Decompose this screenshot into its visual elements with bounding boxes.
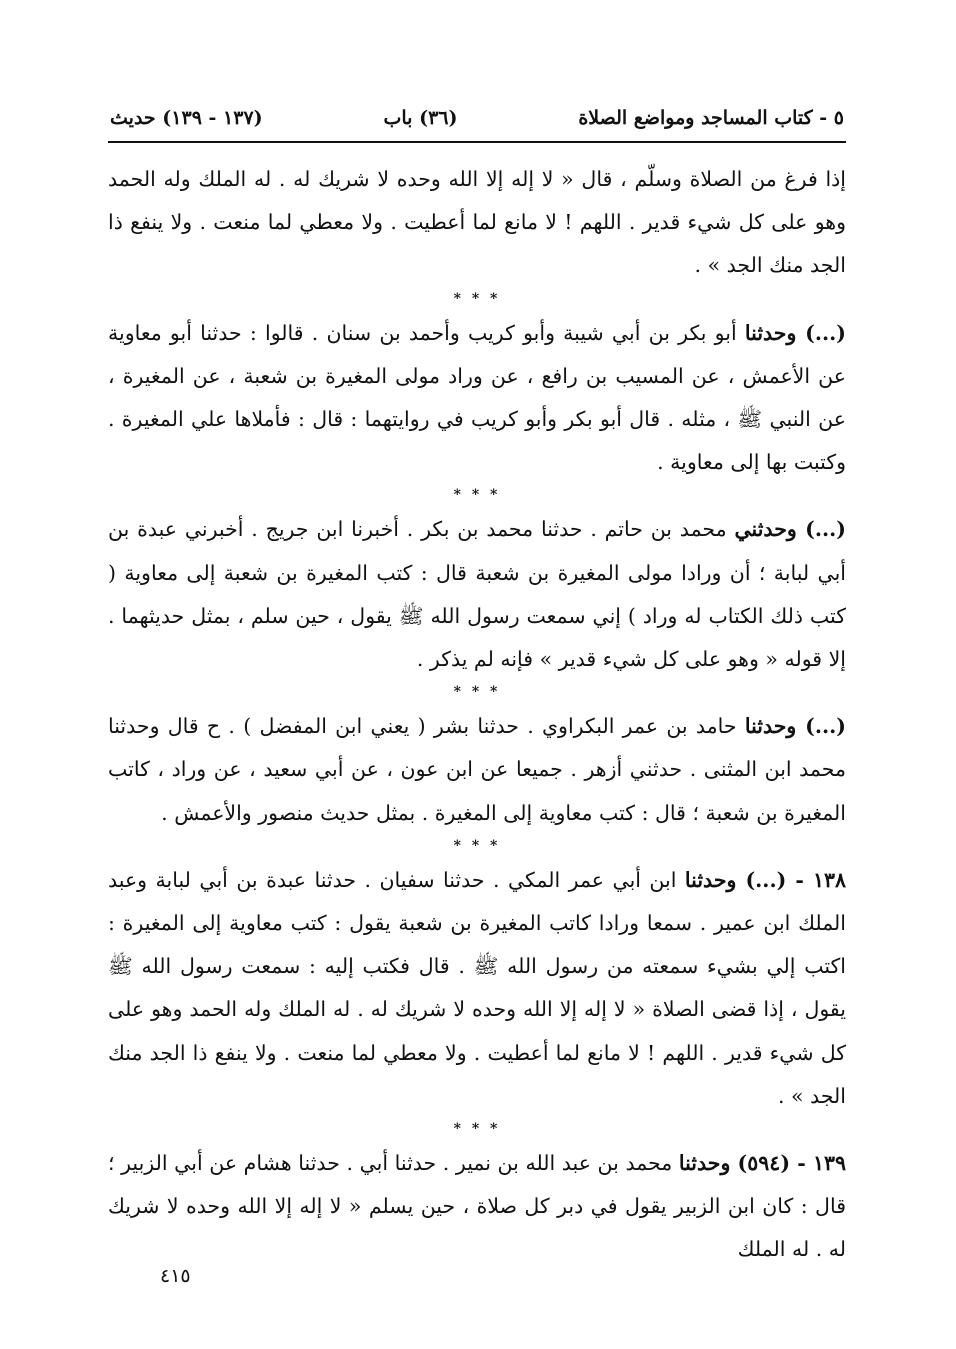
- hadith-139: [108, 1142, 846, 1272]
- hadith-number-intro: ١٣٩ - (٥٩٤) وحدثنا: [678, 1151, 846, 1176]
- paragraph-3: [108, 508, 846, 681]
- running-header: [110, 96, 844, 140]
- paragraph-1: [108, 158, 846, 288]
- separator-stars: * * *: [453, 290, 501, 307]
- separator-stars: * * *: [453, 1121, 501, 1138]
- narration-intro: (...) وحدثنا: [744, 714, 846, 739]
- hadith-number-intro: ١٣٨ - (...) وحدثنا: [684, 867, 846, 892]
- paragraph-text: محمد بن عبد الله بن نمير . حدثنا أبي . حدثنا هشام عن أبي الزبير ؛ قال : كان ابن الزبير يقول في دبر كل صلاة ، حين يسلم « لا إله إلا الله وحده لا شريك له . له الملك: [108, 1151, 846, 1262]
- paragraph-text: محمد بن حاتم . حدثنا محمد بن بكر . أخبرنا ابن جريج . أخبرني عبدة بن أبي لبابة ؛ أن ورادا مولى المغيرة بن شعبة قال : كتب المغيرة بن شعبة إلى معاوية ( كتب ذلك الكتاب له وراد ) إني سمعت رسول الله ﷺ يقول ، حين سلم ، بمثل حديثهما . إلا قوله « وهو على كل شيء قدير » فإنه لم يذكر .: [108, 517, 846, 672]
- page-body: [108, 158, 846, 1272]
- narration-intro: (...) وحدثنا: [744, 320, 846, 345]
- hadith-range: (١٣٧ - ١٣٩) حديث: [110, 107, 263, 129]
- separator-stars: * * *: [453, 684, 501, 701]
- paragraph-text: ابن أبي عمر المكي . حدثنا سفيان . حدثنا عبدة بن أبي لبابة وعبد الملك ابن عمير . سمعا ورادا كاتب المغيرة بن شعبة يقول : كتب معاوية إلى المغيرة : اكتب إلي بشيء سمعته من رسول الله ﷺ . قال فكتب إليه : سمعت رسول الله ﷺ يقول ، إذا قضى الصلاة « لا إله إلا الله وحده لا شريك له . له الملك وله الحمد وهو على كل شيء قدير . اللهم ! لا مانع لما أعطيت . ولا معطي لما منعت . ولا ينفع ذا الجد منك الجد » .: [108, 867, 846, 1108]
- paragraph-2: [108, 312, 846, 485]
- page-number: ٤١٥: [160, 1265, 191, 1287]
- separator-stars: * * *: [453, 837, 501, 854]
- separator-stars: * * *: [453, 487, 501, 504]
- section-label: (٣٦) باب: [383, 107, 458, 129]
- paragraph-text: إذا فرغ من الصلاة وسلّم ، قال « لا إله إلا الله وحده لا شريك له . له الملك وله الحمد وهو على كل شيء قدير . اللهم ! لا مانع لما أعطيت . ولا معطي لما منعت . ولا ينفع ذا الجد منك الجد » .: [108, 167, 846, 278]
- paragraph-text: حامد بن عمر البكراوي . حدثنا بشر ( يعني ابن المفضل ) . ح قال وحدثنا محمد ابن المثنى . حدثني أزهر . جميعا عن ابن عون ، عن أبي سعيد ، عن وراد ، كاتب المغيرة بن شعبة ؛ قال : كتب معاوية إلى المغيرة . بمثل حديث منصور والأعمش .: [108, 714, 846, 825]
- header-divider: [108, 141, 846, 143]
- paragraph-text: أبو بكر بن أبي شيبة وأبو كريب وأحمد بن سنان . قالوا : حدثنا أبو معاوية عن الأعمش ، عن المسيب بن رافع ، عن وراد مولى المغيرة بن شعبة ، عن المغيرة ، عن النبي ﷺ ، مثله . قال أبو بكر وأبو كريب في روايتهما : قال : فأملاها علي المغيرة . وكتبت بها إلى معاوية .: [108, 320, 846, 475]
- narration-intro: (...) وحدثني: [734, 517, 846, 542]
- chapter-title: ٥ - كتاب المساجد ومواضع الصلاة: [578, 107, 844, 129]
- paragraph-4: [108, 705, 846, 835]
- hadith-138: [108, 859, 846, 1118]
